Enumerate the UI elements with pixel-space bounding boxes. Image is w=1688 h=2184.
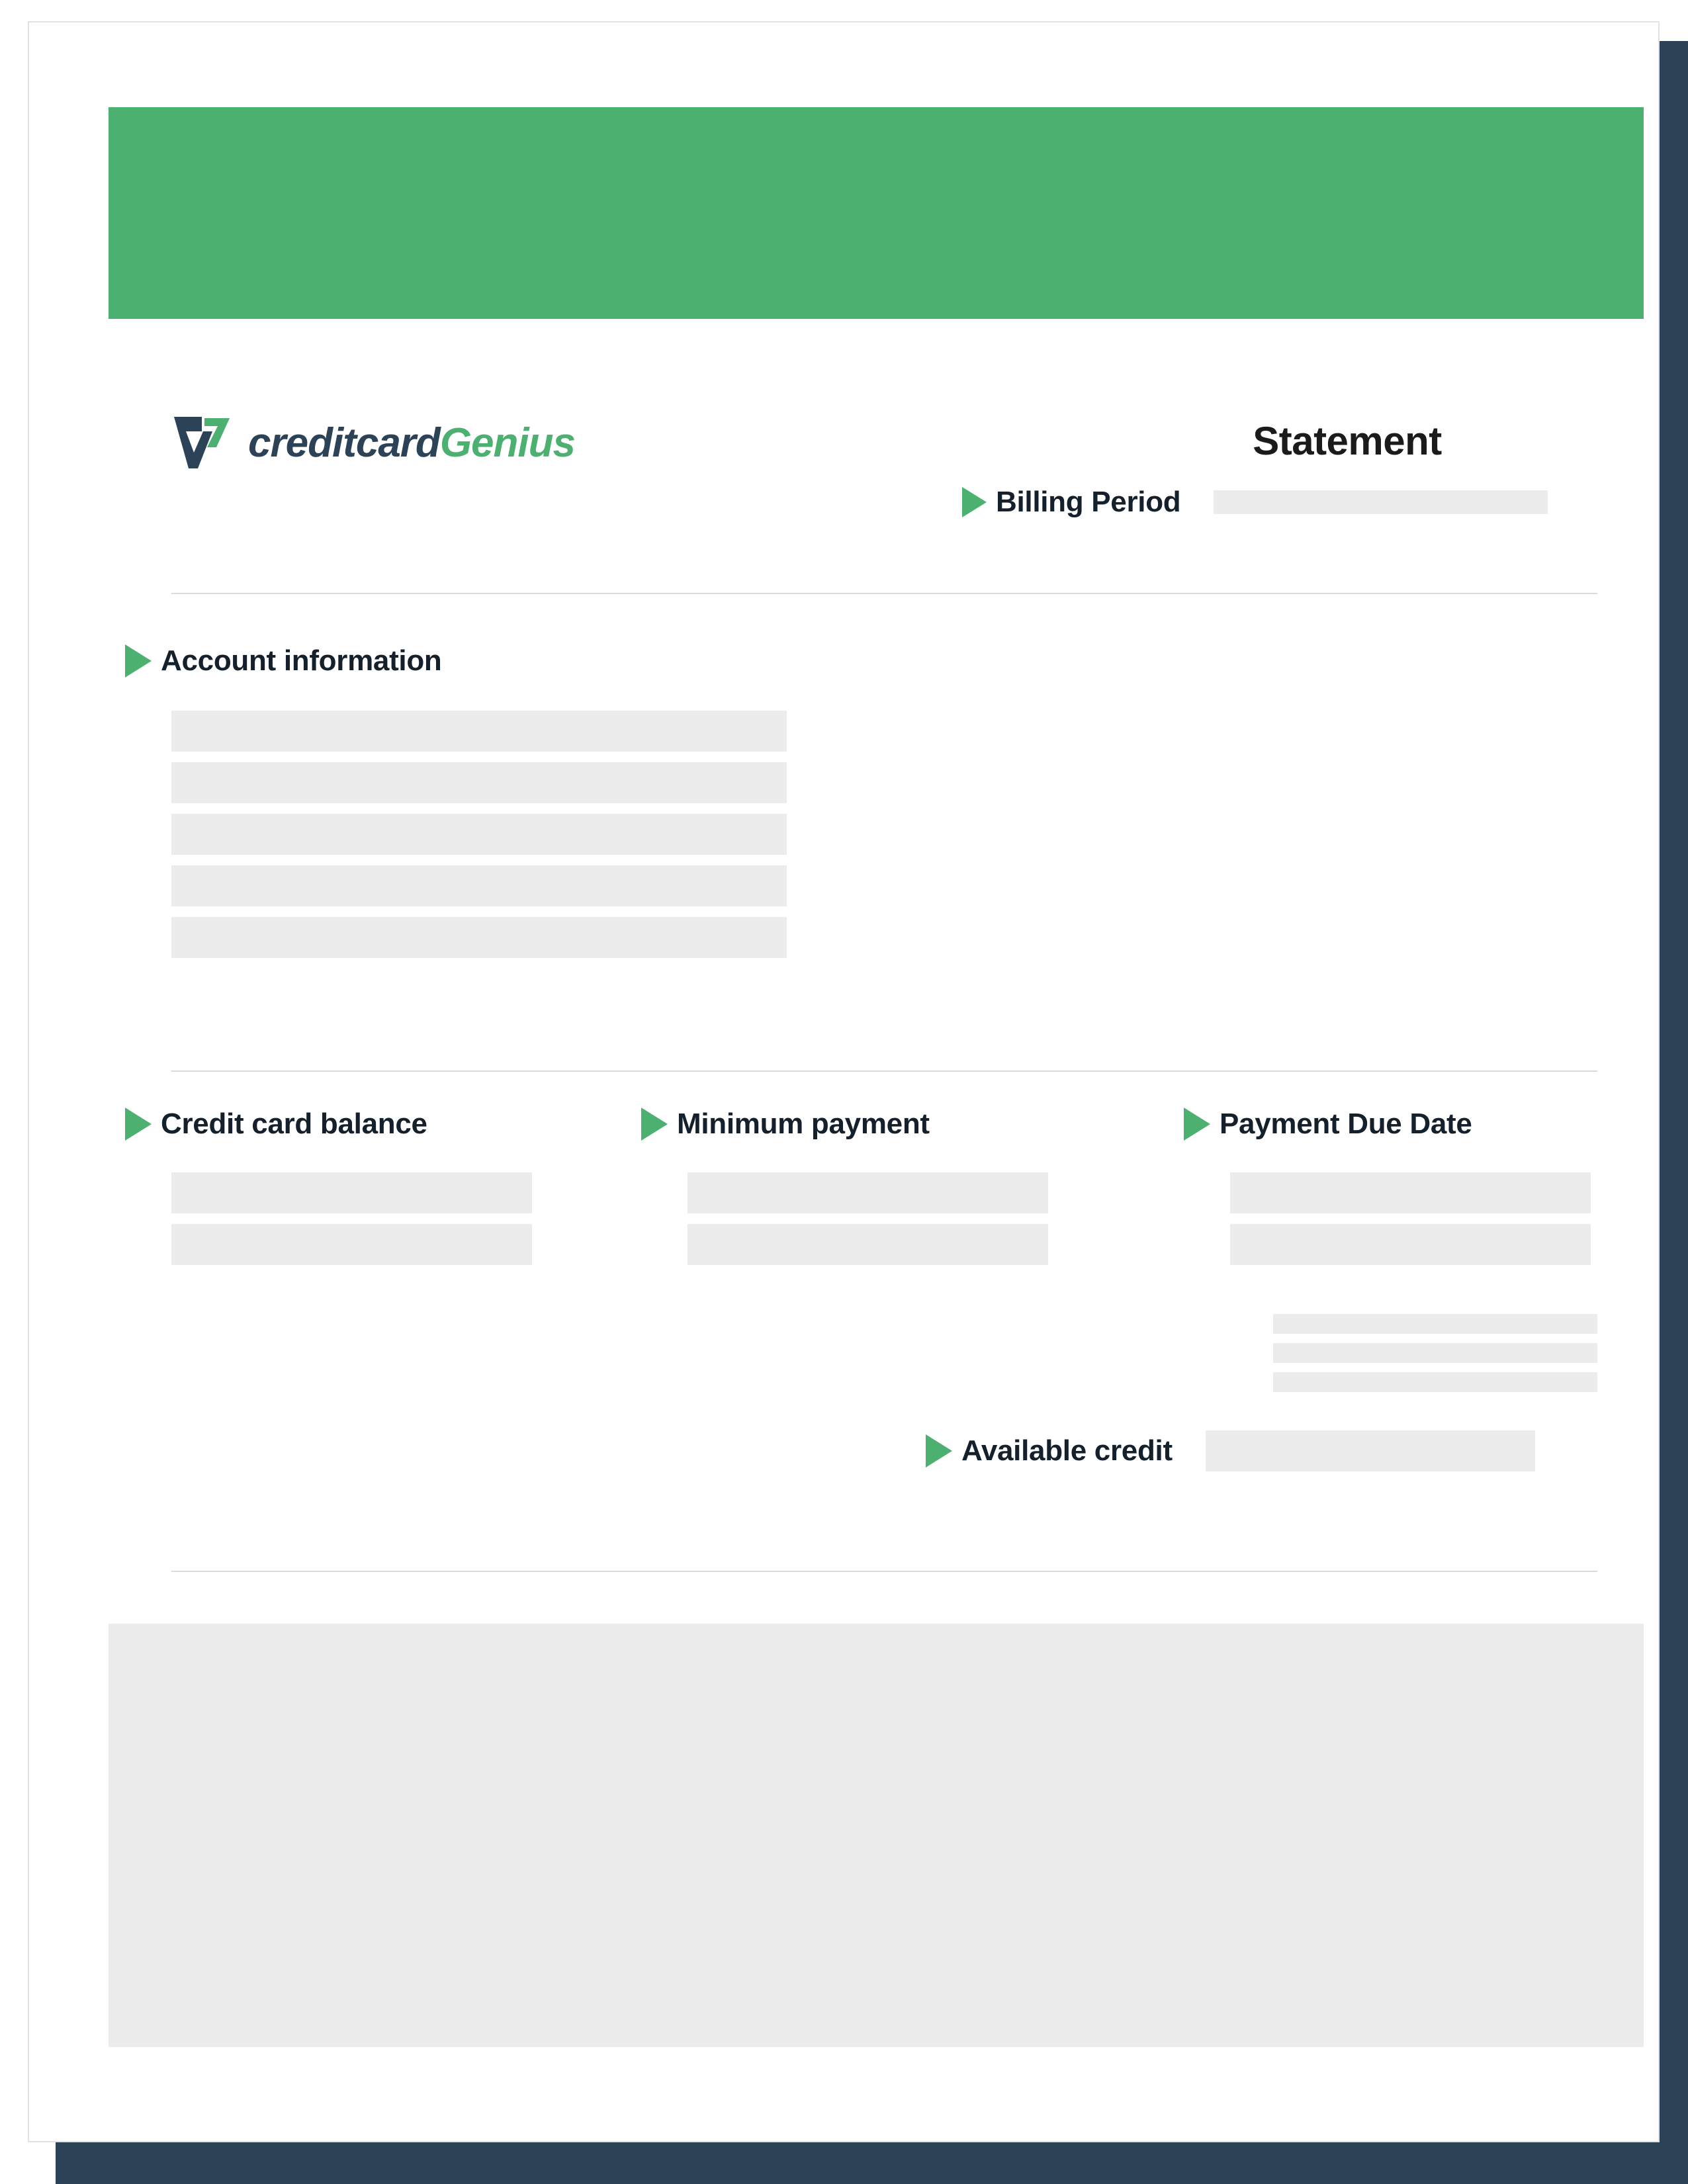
brand-name-part1: creditcard — [248, 419, 440, 466]
billing-period-value[interactable] — [1214, 490, 1548, 514]
payment-due-date-field[interactable] — [1230, 1224, 1591, 1265]
account-field[interactable] — [171, 762, 787, 803]
arrow-bullet-icon — [125, 1108, 152, 1141]
payment-due-date-extra-line[interactable] — [1273, 1314, 1597, 1334]
minimum-payment-section — [641, 1108, 1048, 1276]
arrow-bullet-icon — [125, 644, 152, 677]
divider — [171, 593, 1597, 594]
arrow-bullet-icon — [926, 1434, 952, 1467]
statement-sheet — [28, 21, 1660, 2142]
payment-due-date-header — [1184, 1108, 1591, 1141]
minimum-payment-header — [641, 1108, 1048, 1141]
payment-due-date-section — [1184, 1108, 1591, 1276]
account-field[interactable] — [171, 814, 787, 855]
account-field[interactable] — [171, 917, 787, 958]
account-information-label: Account information — [161, 644, 442, 677]
payment-due-date-extra-lines — [1273, 1314, 1597, 1401]
divider — [171, 1070, 1597, 1072]
available-credit-value[interactable] — [1206, 1430, 1535, 1471]
page-title: Statement — [1253, 419, 1442, 463]
arrow-bullet-icon — [1184, 1108, 1210, 1141]
header-banner — [109, 107, 1644, 319]
arrow-bullet-icon — [641, 1108, 668, 1141]
minimum-payment-field[interactable] — [688, 1172, 1048, 1213]
account-information-header — [125, 644, 442, 677]
credit-card-balance-header — [125, 1108, 532, 1141]
payment-due-date-label: Payment Due Date — [1220, 1108, 1472, 1140]
payment-due-date-extra-line[interactable] — [1273, 1372, 1597, 1392]
credit-card-balance-field[interactable] — [171, 1172, 532, 1213]
arrow-bullet-icon — [962, 487, 987, 517]
minimum-payment-field[interactable] — [688, 1224, 1048, 1265]
account-information-fields — [171, 711, 787, 969]
brand-wordmark — [248, 419, 575, 466]
available-credit-label: Available credit — [961, 1434, 1173, 1467]
credit-card-balance-field[interactable] — [171, 1224, 532, 1265]
credit-card-balance-section — [125, 1108, 532, 1276]
account-field[interactable] — [171, 711, 787, 752]
brand-name-part2: Genius — [439, 419, 575, 466]
divider — [171, 1571, 1597, 1572]
available-credit-row — [926, 1430, 1535, 1471]
transactions-block[interactable] — [109, 1624, 1644, 2047]
billing-period-label: Billing Period — [996, 486, 1181, 518]
account-field[interactable] — [171, 865, 787, 906]
payment-due-date-extra-line[interactable] — [1273, 1343, 1597, 1363]
minimum-payment-label: Minimum payment — [677, 1108, 930, 1140]
payment-due-date-field[interactable] — [1230, 1172, 1591, 1213]
credit-card-balance-label: Credit card balance — [161, 1108, 427, 1140]
creditcardgenius-logo-icon — [171, 414, 232, 471]
brand-logo — [171, 414, 575, 471]
billing-period-row — [962, 486, 1548, 519]
